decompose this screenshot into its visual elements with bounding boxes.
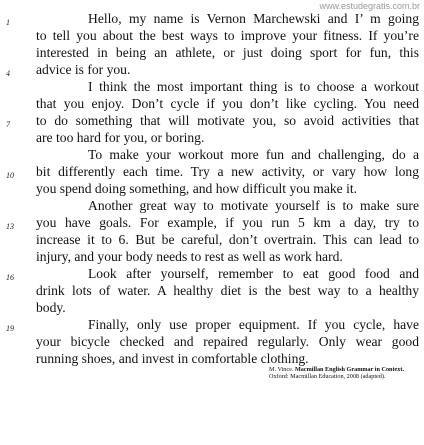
text-line: Another great way to motivate yourself is to make sure [88, 198, 419, 213]
source-line-1 [269, 366, 404, 373]
source-publication: Oxford: Macmillan Education, 2008 (adapted). [268, 373, 386, 380]
text-line: bit differently each time. Try a new activity, or vary how long [36, 164, 419, 179]
text-line: I think the most important thing is to choose a workout [88, 79, 419, 94]
text-line: to tell you about the best ways to improve your fitness. If you’re [36, 28, 419, 43]
line-number: 19 [6, 324, 14, 333]
text-line: to do something that will motivate you, so avoid activities that [36, 113, 419, 128]
text-line: advice is for you. [36, 62, 131, 77]
text-line: body. [36, 300, 66, 315]
watermark: www.estudegratis.com.br [319, 1, 420, 11]
line-number: 10 [6, 171, 14, 180]
text-line: running shoes, and invest in comfortable clothing. [36, 351, 309, 366]
text-line: injury, and your body needs to rest as well as work hard. [36, 249, 343, 264]
line-number: 1 [6, 18, 10, 27]
line-number: 13 [6, 222, 14, 231]
line-number: 4 [6, 69, 10, 78]
text-line: Finally, only use proper equipment. If you cycle, have [88, 317, 419, 332]
text-line: that you enjoy. Don’t cycle if you don’t like cycling. You need [36, 96, 419, 111]
line-number: 16 [6, 273, 14, 282]
text-line: Look after yourself, remember to eat good food and [88, 266, 419, 281]
source-author: M. Vince. [268, 366, 294, 373]
line-number: 7 [6, 120, 10, 129]
text-line: increase it to 6. But be careful, don’t overtrain. This can lead to [36, 232, 419, 247]
text-line: To make your workout more fun and challenging, do a [88, 147, 419, 162]
text-line: Hello, my name is Vernon Marchewski and I’ m going [88, 11, 419, 26]
text-line: drink lots of water. A healthy diet is the best way to a healthy [36, 283, 419, 298]
source-citation [269, 366, 404, 380]
text-line: your bicycle checked and repaired regularly. Only wear good [36, 334, 419, 349]
text-line: you spend doing something, and how difficult you make it. [36, 181, 358, 196]
source-book: Macmillan English Grammar in Context. [294, 366, 404, 373]
text-line: you have goals. For example, if you run 5 km a day, try to [36, 215, 419, 230]
text-line: interested in being an athlete, or just doing sport for fun, this [36, 45, 419, 60]
text-line: are too hard for you, or boring. [36, 130, 205, 145]
